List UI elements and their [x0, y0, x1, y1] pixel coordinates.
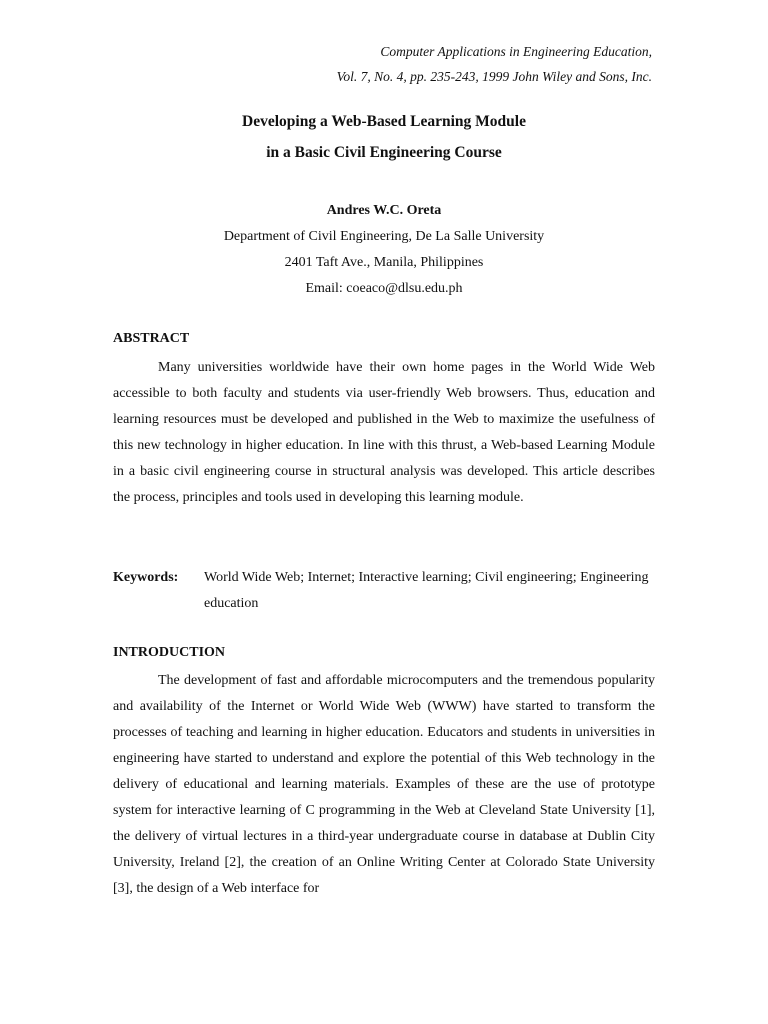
abstract-heading: ABSTRACT [113, 331, 190, 346]
journal-citation-line-1: Computer Applications in Engineering Education, [380, 44, 652, 59]
introduction-paragraph: The development of fast and affordable microcomputers and the tremendous popularity and availability of the Internet or World Wide Web (WWW) have started to transform the processes of teaching and learning in higher education. Educators and students in universities in engineering have started to understand and explore the potential of this Web technology in the delivery of educational and learning materials. Examples of these are the use of prototype system for interactive learning of C programming in the Web at Cleveland State University [1], the delivery of virtual lectures in a third-year undergraduate course in database at Dublin City University, Ireland [2], the creation of an Online Writing Center at Colorado State University [3], the design of a Web interface for [113, 673, 655, 896]
abstract-paragraph: Many universities worldwide have their own home pages in the World Wide Web accessible to both faculty and students via user-friendly Web browsers. Thus, education and learning resources must be developed and published in the Web to maximize the usefulness of this new technology in higher education. In line with this thrust, a Web-based Learning Module in a basic civil engineering course in structural analysis was developed. This article describes the process, principles and tools used in developing this learning module. [113, 360, 655, 505]
author-email: Email: coeaco@dlsu.edu.ph [305, 281, 463, 296]
journal-citation-line-2: Vol. 7, No. 4, pp. 235-243, 1999 John Wiley and Sons, Inc. [336, 69, 652, 84]
author-name: Andres W.C. Oreta [326, 203, 442, 218]
author-affiliation: Department of Civil Engineering, De La Salle University [223, 229, 545, 244]
keywords-list: World Wide Web; Internet; Interactive learning; Civil engineering; Engineering education [204, 570, 649, 611]
author-address: 2401 Taft Ave., Manila, Philippines [284, 255, 484, 270]
paper-title-line-1: Developing a Web-Based Learning Module [242, 113, 526, 130]
introduction-heading: INTRODUCTION [113, 645, 226, 660]
keywords-label: Keywords: [113, 570, 179, 585]
paper-title-line-2: in a Basic Civil Engineering Course [266, 144, 502, 161]
